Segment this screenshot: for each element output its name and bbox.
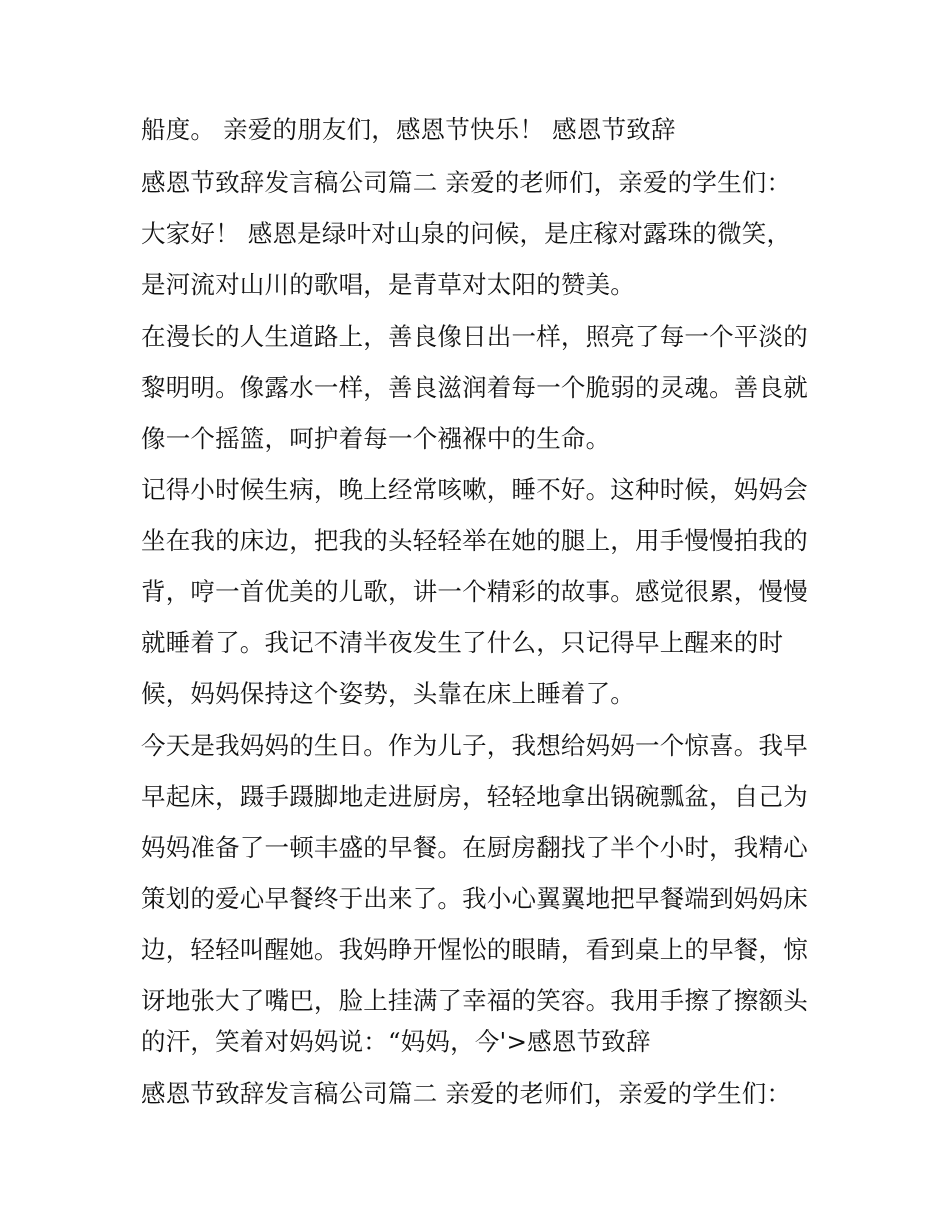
text-line: 感恩节致辞发言稿公司篇二 亲爱的老师们，亲爱的学生们： [141, 1079, 792, 1108]
text-line: 讶地张大了嘴巴，脸上挂满了幸福的笑容。我用手擦了擦额头 [141, 986, 808, 1015]
text-line: 候，妈妈保持这个姿势，头靠在床上睡着了。 [141, 679, 635, 708]
text-line: 就睡着了。我记不清半夜发生了什么，只记得早上醒来的时 [141, 628, 784, 657]
text-line: 黎明明。像露水一样，善良滋润着每一个脆弱的灵魂。善良就 [141, 373, 808, 402]
text-line: 是河流对山川的歌唱，是青草对太阳的赞美。 [141, 270, 635, 299]
text-line: 今天是我妈妈的生日。作为儿子，我想给妈妈一个惊喜。我早 [141, 731, 808, 760]
text-line: 早起床，蹑手蹑脚地走进厨房，轻轻地拿出锅碗瓢盆，自己为 [141, 782, 808, 811]
text-line: 边，轻轻叫醒她。我妈睁开惺忪的眼睛，看到桌上的早餐，惊 [141, 935, 808, 964]
text-line: 大家好！ 感恩是绿叶对山泉的问候，是庄稼对露珠的微笑， [141, 219, 792, 248]
text-line: 感恩节致辞发言稿公司篇二 亲爱的老师们，亲爱的学生们： [141, 168, 792, 197]
text-line: 船度。 亲爱的朋友们，感恩节快乐！ 感恩节致辞 [141, 115, 676, 144]
text-line: 记得小时候生病，晚上经常咳嗽，睡不好。这种时候，妈妈会 [141, 475, 808, 504]
text-line: 像一个摇篮，呵护着每一个襁褓中的生命。 [141, 424, 611, 453]
text-line: 在漫长的人生道路上，善良像日出一样，照亮了每一个平淡的 [141, 322, 808, 351]
text-line: 的汗，笑着对妈妈说：“妈妈，今'>感恩节致辞 [141, 1027, 651, 1056]
text-line: 背，哼一首优美的儿歌，讲一个精彩的故事。感觉很累，慢慢 [141, 577, 808, 606]
text-line: 妈妈准备了一顿丰盛的早餐。在厨房翻找了半个小时，我精心 [141, 833, 808, 862]
text-line: 坐在我的床边，把我的头轻轻举在她的腿上，用手慢慢拍我的 [141, 526, 808, 555]
text-line: 策划的爱心早餐终于出来了。我小心翼翼地把早餐端到妈妈床 [141, 884, 808, 913]
